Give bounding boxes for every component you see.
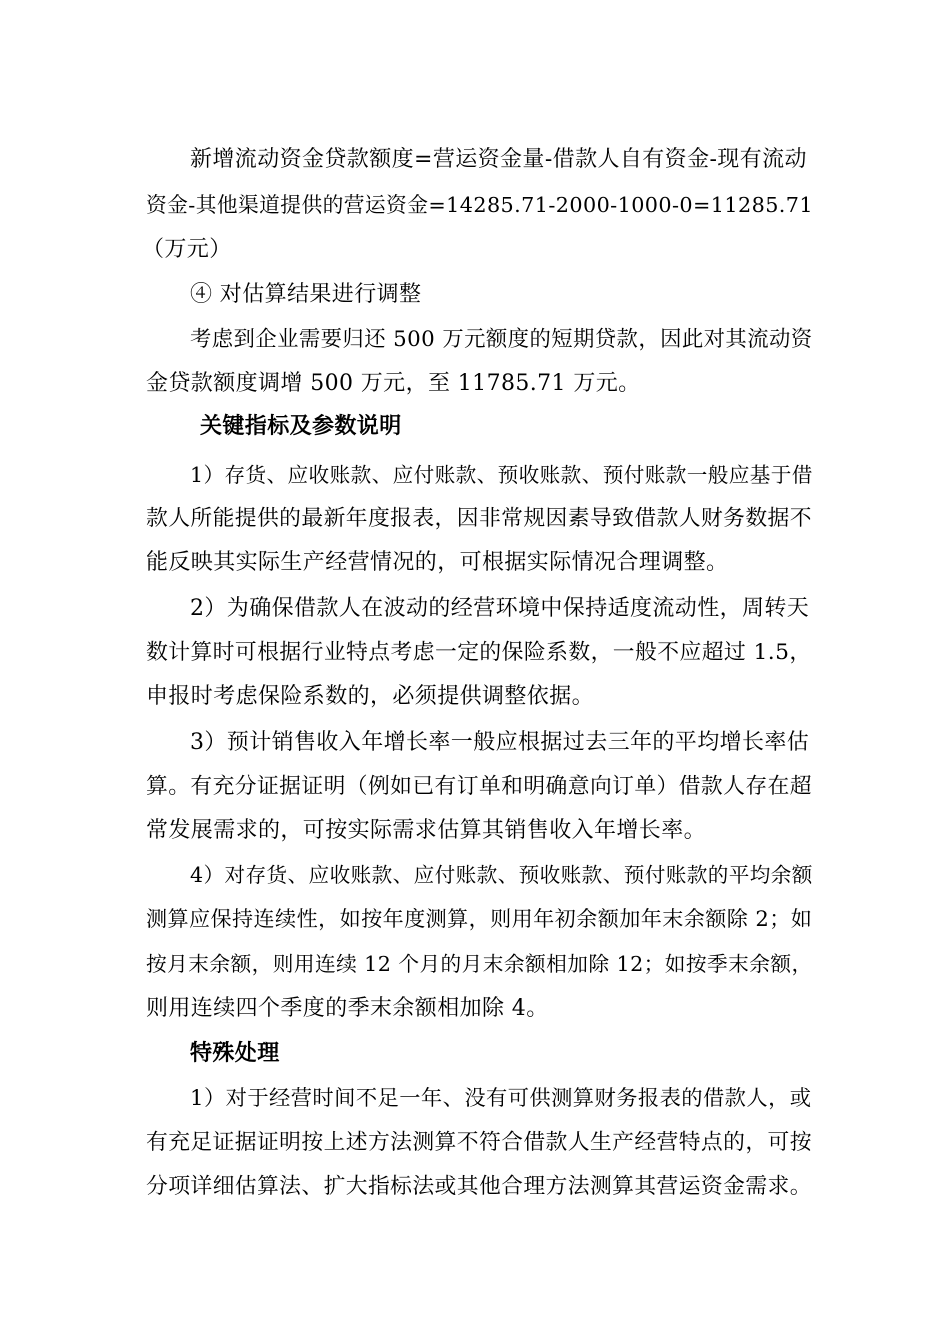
text-line: 3）预计销售收入年增长率一般应根据过去三年的平均增长率估 (190, 730, 810, 755)
text-line: 1）对于经营时间不足一年、没有可供测算财务报表的借款人，或 (190, 1086, 812, 1111)
text-line: 算。有充分证据证明（例如已有订单和明确意向订单）借款人存在超 (146, 774, 812, 799)
text-line: 有充足证据证明按上述方法测算不符合借款人生产经营特点的，可按 (146, 1130, 812, 1155)
section-heading: 关键指标及参数说明 (200, 414, 402, 439)
text-line: 常发展需求的，可按实际需求估算其销售收入年增长率。 (146, 818, 707, 843)
text-line: 1）存货、应收账款、应付账款、预收账款、预付账款一般应基于借 (190, 463, 813, 487)
text-line: 按月末余额，则用连续 12 个月的月末余额相加除 12；如按季末余额， (146, 952, 813, 976)
text-line: 新增流动资金贷款额度=营运资金量-借款人自有资金-现有流动 (190, 147, 807, 172)
text-line: 金贷款额度调增 500 万元，至 11785.71 万元。 (146, 371, 641, 396)
text-line: 测算应保持连续性，如按年度测算，则用年初余额加年末余额除 2；如 (146, 906, 813, 931)
text-line: （万元） (142, 237, 232, 262)
text-line: 分项详细估算法、扩大指标法或其他合理方法测算其营运资金需求。 (146, 1174, 812, 1199)
text-line: 能反映其实际生产经营情况的，可根据实际情况合理调整。 (146, 550, 729, 575)
text-line: 数计算时可根据行业特点考虑一定的保险系数，一般不应超过 1.5， (146, 640, 812, 665)
text-line: 则用连续四个季度的季末余额相加除 4。 (146, 996, 549, 1021)
text-line: 款人所能提供的最新年度报表，因非常规因素导致借款人财务数据不 (146, 506, 812, 531)
section-heading: 特殊处理 (190, 1041, 280, 1066)
text-line: 考虑到企业需要归还 500 万元额度的短期贷款，因此对其流动资 (190, 327, 813, 352)
text-line: 申报时考虑保险系数的，必须提供调整依据。 (146, 684, 595, 709)
text-line: 资金-其他渠道提供的营运资金=14285.71-2000-1000-0=11285.71 (146, 193, 814, 217)
text-line: 4）对存货、应收账款、应付账款、预收账款、预付账款的平均余额 (190, 863, 813, 887)
text-line: 2）为确保借款人在波动的经营环境中保持适度流动性，周转天 (190, 596, 810, 621)
text-line: ④ 对估算结果进行调整 (190, 282, 422, 307)
